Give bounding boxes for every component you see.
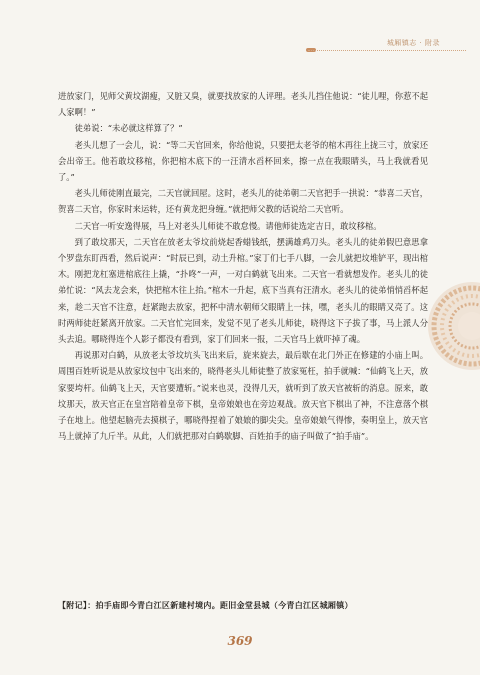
- paragraph: 老头儿想了一会儿，说：“等二天官回来，你给他说，只要把太老爷的棺木再往上拢三寸，放家还会出帝王。他若敢坟移棺，你把棺木底下的一汪清水舀杯回来，擦一点在我眼睛头，马上我就看见了。”: [58, 139, 428, 183]
- appendix-note: 【附记】：拍手庙即今青白江区新建村境内。距旧金堂县城（今青白江区城厢镇）: [58, 601, 353, 610]
- paragraph: 再说那对白鹤，从放老太爷坟坑头飞出来后，旋来旋去，最后歇在北门外正在修建的小庙上叫。周围百姓听说是从放家坟包中飞出来的，晓得老头儿师徒整了放家冤枉，拍手就喊：“仙鹤飞上天，放家要垮杆。仙鹤飞上天，天官要遭斩。”说来也灵，没得几天，就听到了放天官被斩的消息。原来，敢坟那天，放天官正在皇宫陪着皇帝下棋，皇帝娘娘也在旁边观战。放天官下棋出了神，不注意落个棋子在地上。他望起脑壳去摸棋子，哪晓得捏着了娘娘的脚尖尖。皇帝娘娘气得惨，奏明皇上，放天官马上就掉了九斤半。从此，人们就把那对白鹤歇脚、百姓拍手的庙子叫做了“拍手庙”。: [58, 350, 428, 442]
- paragraph: 老头儿师徒刚直最完，二天官就回屋。这时，老头儿的徒弟朝二天官把手一拱说：“恭喜二天官，贺喜二天官，你家时来运转，还有黄龙把身缠。”就把师父教的话说给二天官听。: [58, 188, 428, 215]
- running-title: 城厢镇志 · 附录: [386, 39, 440, 47]
- article-body: [58, 88, 428, 444]
- paragraph: 徒弟说：“未必就这样算了？”: [74, 123, 183, 134]
- header-dotted-rule: [308, 50, 466, 51]
- running-header: [0, 0, 480, 70]
- paragraph: 到了敢坟那天，二天官在放老太爷坟前烧起香蜡钱纸，摆满雄鸡刀头。老头儿的徒弟假巴意思拿个罗盘东盯西看，然后说声：“时辰已到，动土升棺。”家丁们七手八脚，一会儿就把坟堆铲平，现出棺木。刚把龙杠塞进棺底往上撬，“扑咚”一声，一对白鹤就飞出来。二天官一看就想发作。老头儿的徒弟忙说：“风去龙会来，快把棺木往上抬。”棺木一升起，底下当真有汪清水。老头儿的徒弟悄悄舀杯起来，趁二天官不注意，赶紧跑去放家，把杯中清水朝师父眼睛上一抹，嘿，老头儿的眼睛又亮了。这时两师徒赶紧离开放家。二天官忙完回来，发觉不见了老头儿师徒，晓得这下子拔了事，马上派人分头去追。哪晓得连个人影子都没有看到，家丁们回来一报，二天官马上就吓掉了魂。: [58, 236, 428, 345]
- paragraph: 进放家门，见师父黄坟湖瘦，又脏又臭，就要找放家的人评理。老头儿挡住他说：“徒儿哩，你惹不起人家啊！”: [58, 91, 428, 118]
- paragraph: 二天官一听安逸得展，马上对老头儿师徒不敢怠慢。请他师徒选定吉日，敢坟移棺。: [74, 220, 382, 231]
- page-number: 369: [227, 634, 253, 648]
- decorative-ring-ornament: [424, 278, 480, 374]
